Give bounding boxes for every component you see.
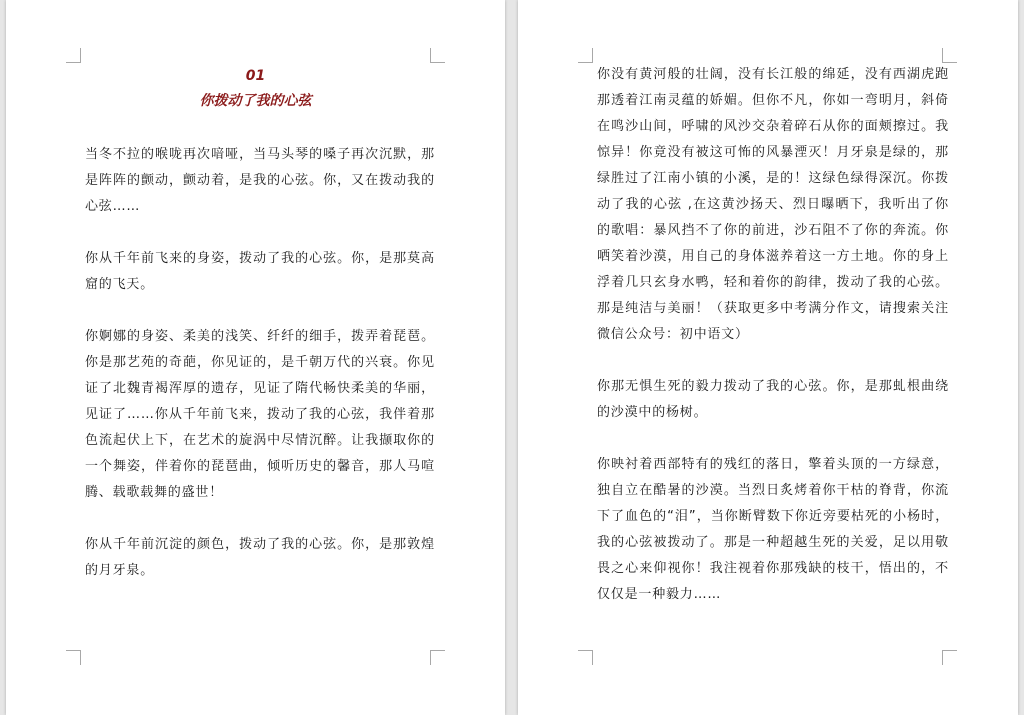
paragraph: 你从千年前沉淀的颜色，拨动了我的心弦。你，是那敦煌的月牙泉。 [85, 537, 435, 578]
crop-mark [430, 650, 445, 665]
chapter-number: 01 [245, 68, 266, 84]
document-page-right [518, 0, 1018, 715]
paragraph: 你从千年前飞来的身姿，拨动了我的心弦。你，是那莫高窟的飞天。 [85, 251, 435, 292]
page-body [597, 62, 949, 634]
crop-mark [942, 48, 957, 63]
paragraph: 你那无惧生死的毅力拨动了我的心弦。你，是那虬根曲绕的沙漠中的杨树。 [597, 379, 949, 420]
chapter-title: 你拨动了我的心弦 [199, 93, 312, 109]
crop-mark [66, 48, 81, 63]
document-page-left [6, 0, 505, 715]
paragraph: 你没有黄河般的壮阔，没有长江般的绵延，没有西湖虎跑那透着江南灵蕴的娇媚。但你不凡，你如一弯明月，斜倚在鸣沙山间，呼啸的风沙交杂着碎石从你的面颊擦过。我惊异！你竟没有被这可怖的风暴湮灭！月牙泉是绿的，那绿胜过了江南小镇的小溪，是的！这绿色绿得深沉。你拨动了我的心弦 ,在这黄沙扬天、烈日曝晒下，我听出了你的歌唱：暴风挡不了你的前进，沙石阻不了你的奔流。你哂笑着沙漠，用自己的身体滋养着这一方土地。你的身上浮着几只玄身水鸭，轻和着你的韵律，拨动了我的心弦。那是纯洁与美丽！（获取更多中考满分作文，请搜索关注微信公众号：初中语文） [597, 67, 949, 342]
paragraph: 当冬不拉的喉咙再次喑哑，当马头琴的嗓子再次沉默，那是阵阵的颤动，颤动着，是我的心弦。你，又在拨动我的心弦…… [85, 147, 435, 214]
crop-mark [578, 48, 593, 63]
crop-mark [942, 650, 957, 665]
page-body [85, 142, 435, 610]
paragraph: 你映衬着西部特有的残红的落日，擎着头顶的一方绿意，独自立在酷暑的沙漠。当烈日炙烤着你干枯的脊背，你流下了血色的“泪”，当你断臂数下你近旁要枯死的小杨时，我的心弦被拨动了。那是一种超越生死的关爱，足以用敬畏之心来仰视你！我注视着你那残缺的枝干，悟出的，不仅仅是一种毅力…… [597, 457, 949, 602]
crop-mark [430, 48, 445, 63]
crop-mark [66, 650, 81, 665]
crop-mark [578, 650, 593, 665]
paragraph: 你婀娜的身姿、柔美的浅笑、纤纤的细手，拨弄着琵琶。你是那艺苑的奇葩，你见证的，是千朝万代的兴衰。你见证了北魏青褐浑厚的遗存，见证了隋代畅快柔美的华丽，见证了……你从千年前飞来，拨动了我的心弦，我伴着那色流起伏上下，在艺术的旋涡中尽情沉醉。让我撷取你的一个舞姿，伴着你的琵琶曲，倾听历史的馨音，那人马喧腾、载歌载舞的盛世！ [85, 329, 435, 500]
